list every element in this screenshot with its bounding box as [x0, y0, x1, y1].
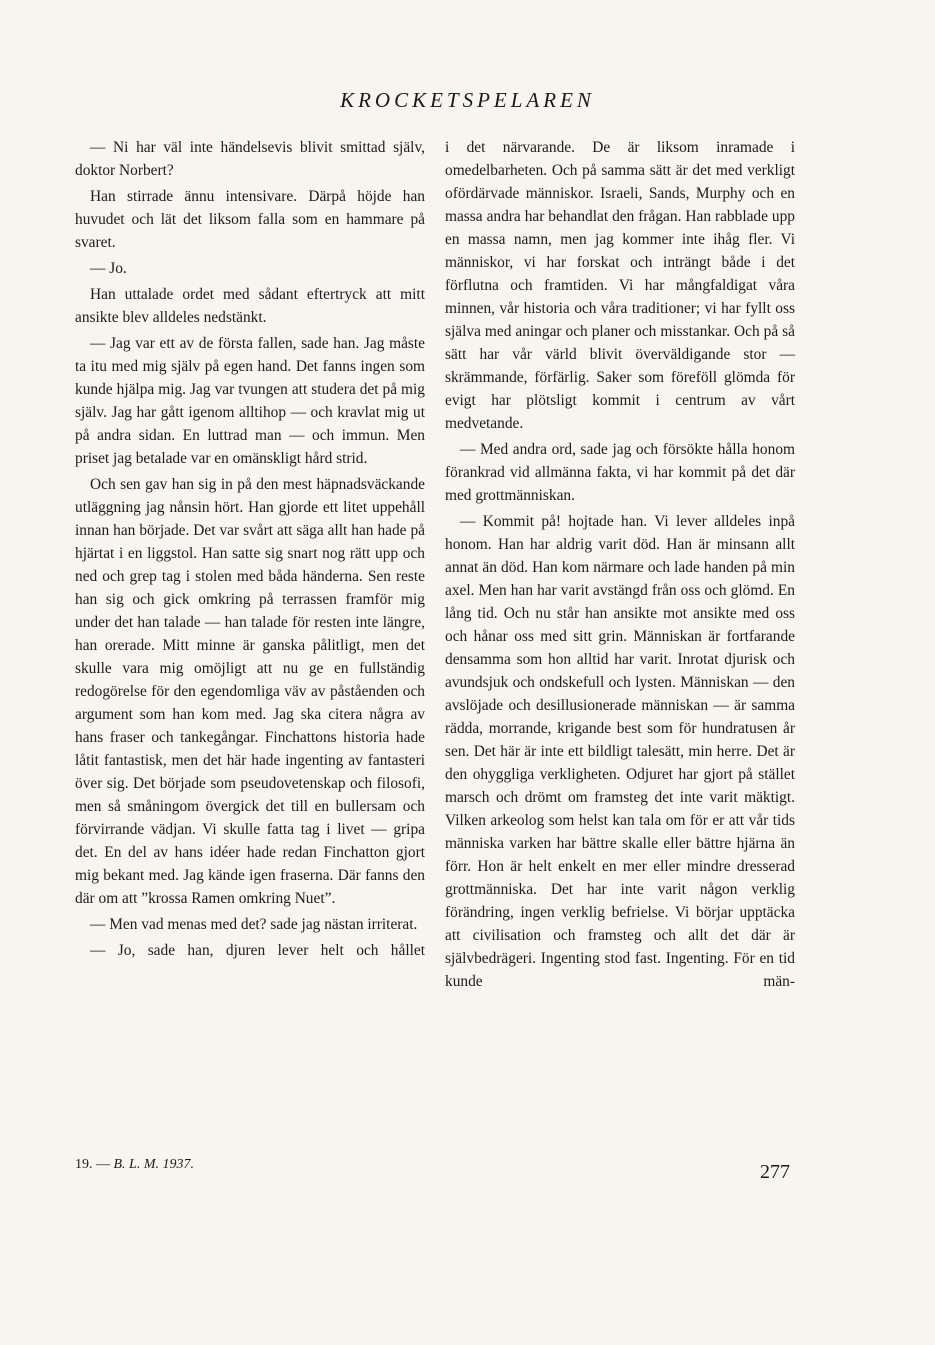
paragraph: Han uttalade ordet med sådant eftertryck att mitt ansikte blev alldeles nedstänkt.	[75, 286, 425, 326]
paragraph: Och sen gav han sig in på den mest häpnadsväckande utläggning jag nånsin hört. Han gjorde ett litet uppehåll innan han började. Det var svårt att säga allt han hade på hjärtat i en liggstol. Han satte sig snart nog rätt upp och ned och grep tag i stolen med båda händerna. Sen reste han sig och gick omkring på terrassen framför mig under det han talade — han talade för resten inte längre, han orerade. Mitt minne är ganska pålitligt, men det skulle vara mig omöjligt att nu ge en fullständig redogörelse för den egendomliga väv av påståenden och argument som han kom med. Jag ska citera några av hans fraser och tankegångar. Finchattons historia hade låtit fantastisk, men det här hade ingenting av fantasteri över sig. Det började som pseudovetenskap och filosofi, men så småningom övergick det till en bullersam och förvirrande vädjan. Vi skulle fatta tag i livet — gripa det. En del av hans idéer hade redan Finchatton gjort mig bekant med. Jag kände igen fraserna. Där fanns den där om att ”krossa Ramen omkring Nuet”.	[75, 476, 425, 907]
paragraph: Han stirrade ännu intensivare. Därpå höjde han huvudet och lät det liksom falla som en hammare på svaret.	[75, 188, 425, 251]
paragraph: — Men vad menas med det? sade jag nästan irriterat.	[90, 916, 418, 933]
paragraph: — Jo, sade han, djuren lever helt och hållet	[90, 942, 425, 959]
paragraph: i det närvarande. De är liksom inramade i omedelbarheten. Och på samma sätt är det med verkligt ofördärvade människor. Israeli, Sands, Murphy och en massa andra har behandlat den frågan. Han rabblade upp en massa namn, men jag kommer inte ihåg fler. Vi människor, vi har forskat och inträngt både i det förflutna och framtiden. Vi har mångfaldigat våra minnen, vår historia och våra traditioner; vi har fyllt oss själva med aningar och planer och misstankar. Och på så sätt har vår värld blivit överväldigande stor — skrämmande, förfärlig. Saker som föreföll glömda för evigt har plötsligt kommit i centrum av vårt medvetande.	[445, 139, 795, 432]
page-number: 277	[760, 1161, 790, 1183]
paragraph: — Kommit på! hojtade han. Vi lever alldeles inpå honom. Han har aldrig varit död. Han är minsann allt annat än död. Han kom närmare och lade handen på min axel. Men han har varit avstängd från oss och glömd. En lång tid. Och nu står han ansikte mot ansikte med oss och hånar oss med sitt grin. Människan är fortfarande densamma som hon alltid har varit. Inrotat djurisk och avundsjuk och ondskefull och lysten. Människan — den avslöjade och desillusionerade människan — är samma rädda, morrande, krigande best som för hundratusen år sen. Det här är inte ett bildligt talesätt, min herre. Det är den ohyggliga verkligheten. Odjuret har gjort på stället marsch och drömt om framsteg det inte varit mäktigt. Vilken arkeolog som helst kan tala om för er att vår tids människa varken har bättre skalle eller bättre hjärna än förr. Hon är helt enkelt en mer eller mindre dresserad grottmänniska. Det har inte varit någon verklig förändring, ingen verklig befrielse. Vi börjar upptäcka att civilisation och framsteg och allt det där är självbedrägeri. Ingenting stod fast. Ingenting. För en tid kunde män-	[445, 513, 795, 990]
right-column	[445, 136, 795, 996]
signature-footer	[75, 1157, 194, 1173]
publication-name: B. L. M. 1937.	[113, 1157, 194, 1172]
paragraph: — Med andra ord, sade jag och försökte hålla honom förankrad vid allmänna fakta, vi har kommit på det där med grottmänniskan.	[445, 441, 795, 504]
paragraph: — Jag var ett av de första fallen, sade han. Jag måste ta itu med mig själv på egen hand. Det fanns ingen som kunde hjälpa mig. Jag var tvungen att studera det på mig själv. Jag har gått igenom alltihop — och kravlat mig ut på andra sidan. En luttrad man — och immun. Men priset jag betalade var en omänskligt hård strid.	[75, 335, 425, 467]
running-head-title: KROCKETSPELAREN	[340, 88, 595, 112]
paragraph: — Jo.	[90, 260, 127, 277]
paragraph: — Ni har väl inte händelsevis blivit smittad själv, doktor Norbert?	[75, 139, 425, 179]
left-column	[75, 136, 425, 965]
signature-mark: 19. —	[75, 1157, 110, 1172]
